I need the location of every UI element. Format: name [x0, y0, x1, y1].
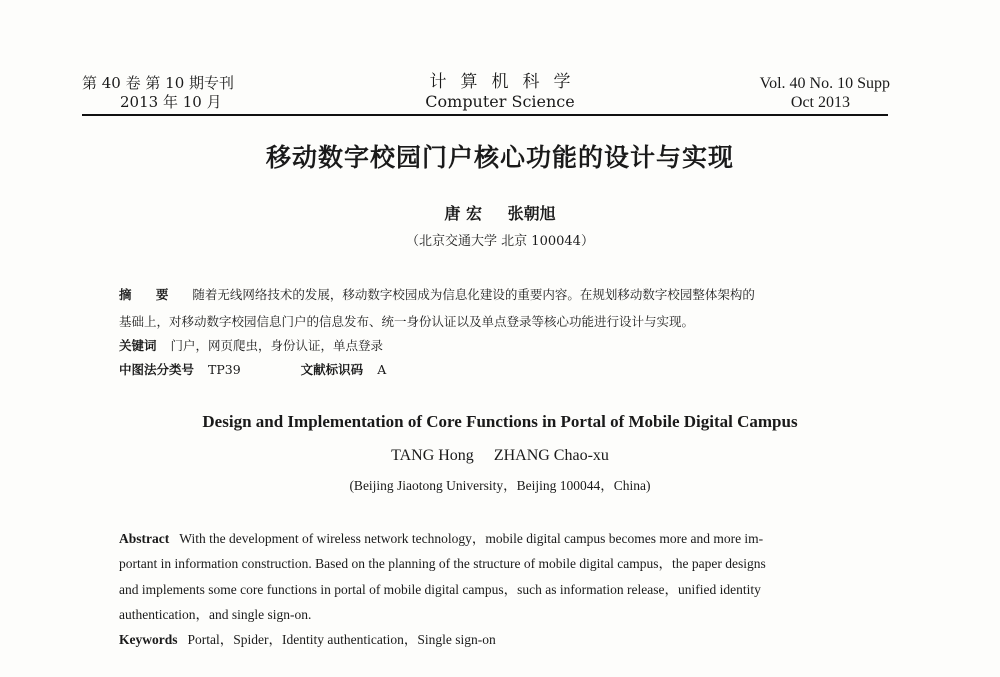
authors-en — [0, 447, 1000, 465]
classification-value: TP39 — [208, 362, 241, 377]
author-cn: 唐 宏 — [444, 204, 482, 223]
publication-date-cn: 2013 年 10 月 — [120, 93, 222, 111]
paper-title-en: Design and Implementation of Core Functions in Portal of Mobile Digital Campus — [202, 412, 798, 431]
affiliation-cn: （北京交通大学 北京 100044） — [406, 234, 594, 249]
classification-label: 中图法分类号 — [119, 362, 195, 377]
keywords-en-text: Portal，Spider，Identity authentication，Single sign-on — [187, 632, 496, 647]
journal-volume-info-en — [700, 74, 890, 112]
header-rule — [82, 114, 888, 116]
abstract-en-text: With the development of wireless network technology，mobile digital campus becomes more and more im- — [179, 531, 764, 546]
abstract-en-line: and implements some core functions in portal of mobile digital campus，such as information release，unified identity — [119, 582, 761, 597]
keywords-cn-label: 关键词 — [119, 338, 157, 353]
abstract-en-line — [119, 527, 763, 547]
keywords-en-label: Keywords — [119, 632, 178, 647]
publication-date-en: Oct 2013 — [790, 94, 850, 111]
author-cn: 张朝旭 — [507, 204, 556, 223]
keywords-cn — [119, 336, 859, 354]
abstract-en-line: portant in information construction. Based on the planning of the structure of mobile digital campus，the paper designs — [119, 556, 766, 571]
volume-issue: 第 40 卷 第 10 期专刊 — [82, 74, 235, 92]
abstract-en-label: Abstract — [119, 531, 170, 546]
journal-name — [400, 73, 600, 111]
author-en: ZHANG Chao-xu — [493, 447, 609, 464]
abstract-cn-text: 随着无线网络技术的发展，移动数字校园成为信息化建设的重要内容。在规划移动数字校园整体架构的 — [192, 287, 755, 302]
keywords-en — [119, 628, 496, 648]
document-code-value: A — [377, 362, 387, 377]
affiliation-en: (Beijing Jiaotong University，Beijing 100044，China) — [349, 478, 651, 493]
abstract-cn-label: 摘 要 — [119, 287, 179, 302]
journal-name-en: Computer Science — [425, 92, 575, 111]
paper-title-cn: 移动数字校园门户核心功能的设计与实现 — [265, 143, 734, 172]
abstract-cn-line — [119, 285, 859, 303]
abstract-cn-line: 基础上，对移动数字校园信息门户的信息发布、统一身份认证以及单点登录等核心功能进行设计与实现。 — [119, 314, 695, 329]
volume-issue-en: Vol. 40 No. 10 Supp — [759, 75, 890, 92]
keywords-cn-text: 门户，网页爬虫，身份认证，单点登录 — [170, 338, 384, 353]
authors-cn — [0, 201, 1000, 224]
abstract-en-line: authentication，and single sign-on. — [119, 607, 312, 622]
document-code-label: 文献标识码 — [300, 362, 364, 377]
classification-line — [119, 360, 859, 378]
journal-volume-info — [82, 74, 234, 112]
author-en: TANG Hong — [391, 447, 474, 464]
journal-name-cn: 计算机科学 — [429, 72, 585, 92]
